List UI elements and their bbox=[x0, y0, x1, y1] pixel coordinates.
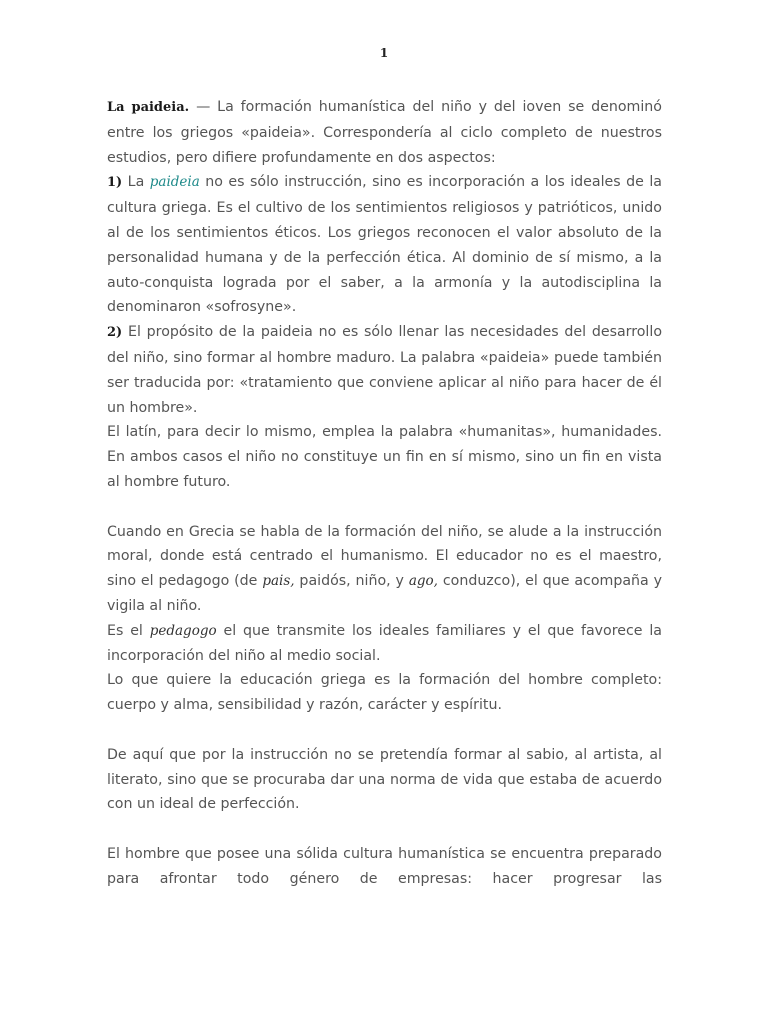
term-paideia: paideia bbox=[149, 174, 200, 191]
paragraph-gap bbox=[107, 817, 662, 842]
paragraph-point-1 bbox=[107, 170, 662, 320]
paragraph-text: — La formación humanística del niño y del ioven se denominó entre los griegos «paideia». Correspondería al ciclo completo de nuestros estudios, pero difiere profundamente en dos aspectos: bbox=[107, 99, 662, 166]
paragraph-latin bbox=[107, 420, 662, 494]
paragraph-text: Es el bbox=[107, 622, 150, 639]
paragraph-text: La bbox=[122, 174, 150, 191]
document-body bbox=[107, 95, 662, 892]
paragraph-text: Cuando en Grecia se habla de la formación del niño, se alude a la instrucción moral, donde está centrado el humanismo. El educador no es el maestro, sino el pedagogo (de bbox=[107, 523, 662, 590]
paragraph-text: el que transmite los ideales familiares y el que favorece la incorporación del niño al medio social. bbox=[107, 622, 662, 664]
paragraph-educacion-griega bbox=[107, 668, 662, 718]
paragraph-grecia bbox=[107, 520, 662, 619]
list-number: 2) bbox=[107, 325, 123, 341]
paragraph-point-2 bbox=[107, 320, 662, 420]
page-number: 1 bbox=[379, 46, 389, 60]
paragraph-text: El propósito de la paideia no es sólo llenar las necesidades del desarrollo del niño, sino formar al hombre maduro. La palabra «paideia» puede también ser traducida por: «tratamiento que conviene aplicar al niño para hacer de él un hombre». bbox=[107, 324, 662, 416]
paragraph-hombre bbox=[107, 842, 662, 892]
paragraph-gap bbox=[107, 718, 662, 743]
paragraph-gap bbox=[107, 495, 662, 520]
paragraph-text: no es sólo instrucción, sino es incorporación a los ideales de la cultura griega. Es el cultivo de los sentimientos religiosos y patrióticos, unido al de los sentimientos éticos. Los griegos reconocen el valor absoluto de la personalidad humana y de la perfección ética. Al dominio de sí mismo, a la auto-conquista lograda por el saber, a la armonía y la autodisciplina la denominaron «sofrosyne». bbox=[107, 174, 662, 316]
paragraph-instruccion bbox=[107, 743, 662, 817]
paragraph-text: paidós, niño, y bbox=[294, 573, 409, 590]
term-pedagogo: pedagogo bbox=[149, 622, 217, 639]
paragraph-text: Lo que quiere la educación griega es la formación del hombre completo: cuerpo y alma, sensibilidad y razón, carácter y espíritu. bbox=[107, 672, 662, 714]
term-pais: pais, bbox=[262, 573, 295, 590]
list-number: 1) bbox=[107, 175, 123, 191]
paragraph-paideia-intro bbox=[107, 95, 662, 170]
paragraph-text: conduzco), el que acompaña y vigila al niño. bbox=[107, 573, 663, 614]
term-ago: ago, bbox=[408, 573, 438, 590]
paragraph-text: De aquí que por la instrucción no se pretendía formar al sabio, al artista, al literato, sino que se procuraba dar una norma de vida que estaba de acuerdo con un ideal de perfección. bbox=[107, 746, 662, 813]
paragraph-text: El hombre que posee una sólida cultura humanística se encuentra preparado para afrontar todo género de empresas: hacer progresar las bbox=[107, 845, 662, 887]
section-title: La paideia. bbox=[107, 100, 190, 115]
paragraph-pedagogo bbox=[107, 619, 662, 669]
paragraph-text: El latín, para decir lo mismo, emplea la palabra «humanitas», humanidades. En ambos casos el niño no constituye un fin en sí mismo, sino un fin en vista al hombre futuro. bbox=[107, 424, 662, 490]
